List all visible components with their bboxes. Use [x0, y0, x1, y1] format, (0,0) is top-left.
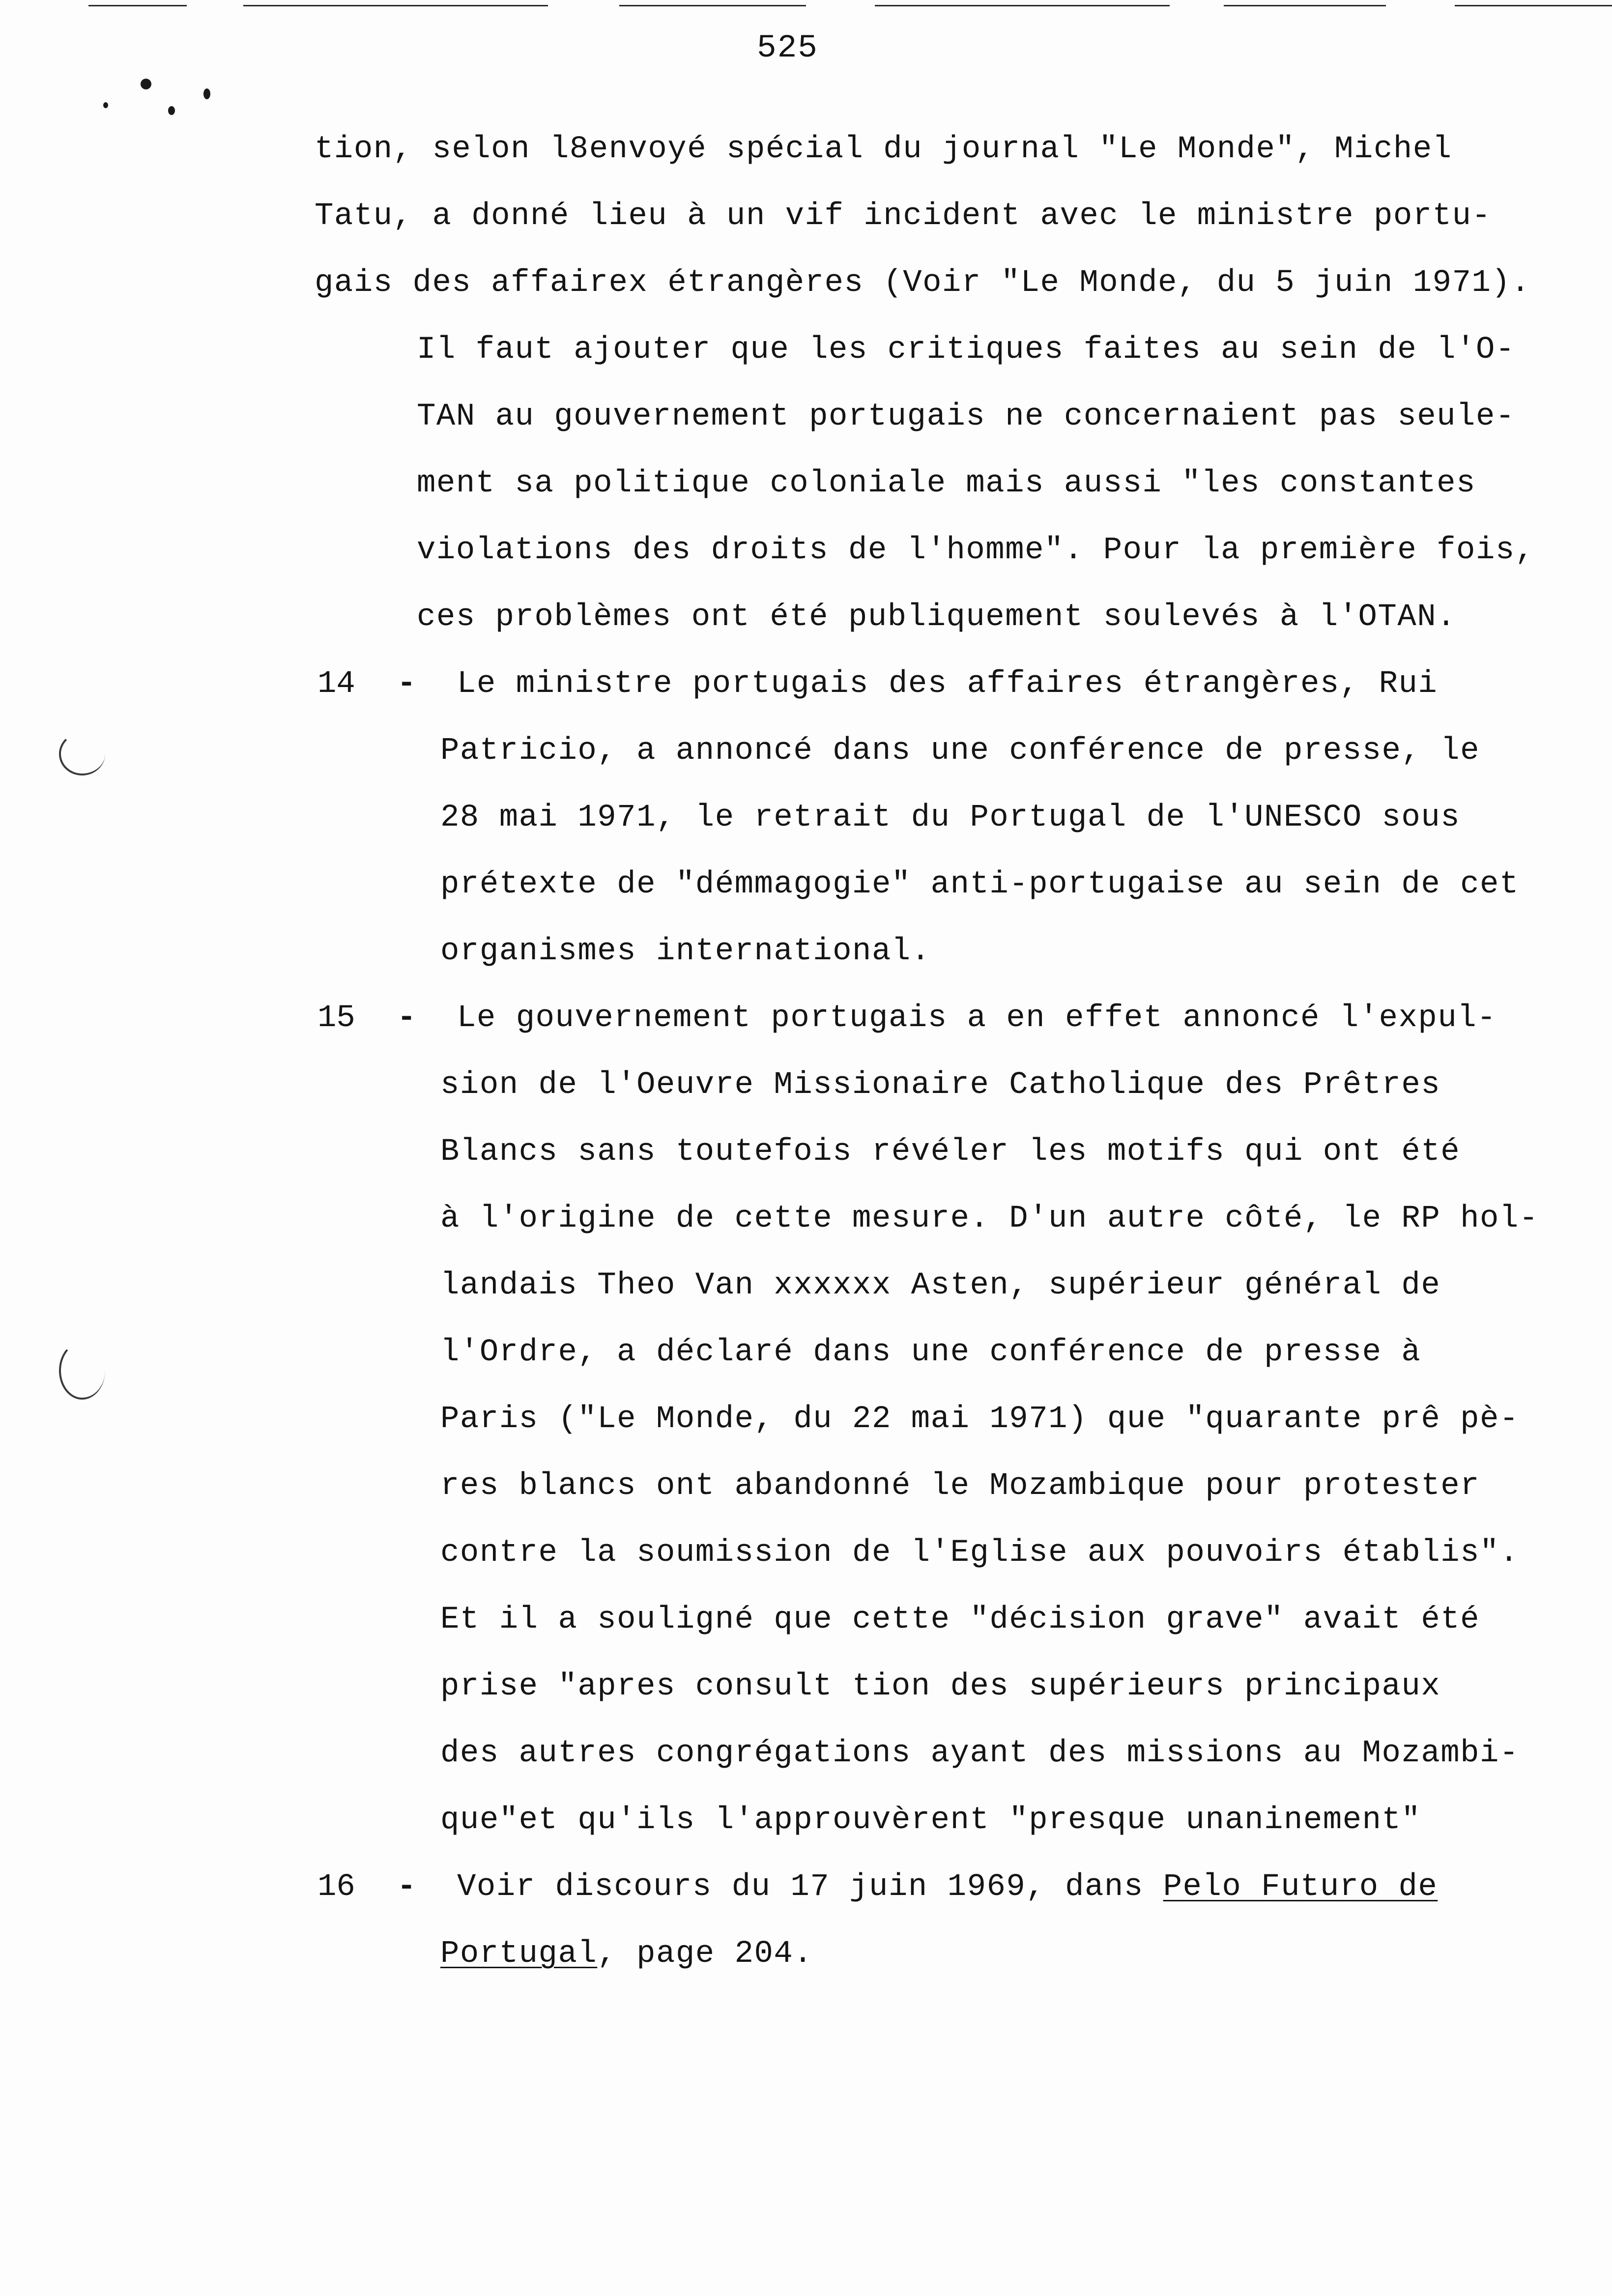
- text-line: [440, 1938, 813, 1970]
- note-dash: -: [397, 1869, 416, 1905]
- text-line: Le ministre portugais des affaires étrangères, Rui: [457, 666, 1438, 702]
- text-line: Le gouvernement portugais a en effet annoncé l'expul-: [457, 1001, 1497, 1036]
- scan-speck: [203, 88, 210, 99]
- scan-speck: [168, 106, 175, 115]
- top-rule: [1224, 5, 1386, 6]
- note-number: 16: [317, 1869, 355, 1905]
- scan-speck: [141, 79, 151, 89]
- text-line: ces problèmes ont été publiquement soulevés à l'OTAN.: [417, 600, 1457, 635]
- top-rule: [875, 5, 1170, 6]
- text-line: gais des affairex étrangères (Voir "Le Monde, du 5 juin 1971).: [315, 265, 1531, 301]
- text-line: à l'origine de cette mesure. D'un autre côté, le RP hol-: [440, 1201, 1539, 1236]
- note-number: 14: [317, 666, 355, 702]
- book-title: Pelo Futuro de: [1163, 1869, 1438, 1905]
- text-line: TAN au gouvernement portugais ne concernaient pas seule-: [417, 399, 1515, 434]
- text-line: tion, selon l8envoyé spécial du journal "Le Monde", Michel: [315, 132, 1452, 167]
- top-rule: [243, 5, 548, 6]
- note-dash: -: [397, 1001, 416, 1036]
- text-line: ment sa politique coloniale mais aussi "les constantes: [417, 466, 1476, 501]
- text-line: Paris ("Le Monde, du 22 mai 1971) que "quarante prê pè-: [440, 1402, 1519, 1437]
- text-line: Et il a souligné que cette "décision grave" avait été: [440, 1602, 1480, 1637]
- note-16-text: , page 204.: [597, 1936, 813, 1972]
- text-line: organismes international.: [440, 934, 931, 969]
- text-line: Il faut ajouter que les critiques faites au sein de l'O-: [417, 332, 1515, 368]
- text-line: prétexte de "démmagogie" anti-portugaise au sein de cet: [440, 867, 1519, 902]
- text-line: 28 mai 1971, le retrait du Portugal de l'UNESCO sous: [440, 800, 1461, 835]
- top-rule: [88, 5, 187, 6]
- text-line: [457, 1871, 1438, 1903]
- text-line: contre la soumission de l'Eglise aux pouvoirs établis".: [440, 1535, 1519, 1571]
- text-line: prise "apres consult tion des supérieurs principaux: [440, 1669, 1441, 1704]
- text-line: landais Theo Van xxxxxx Asten, supérieur général de: [440, 1268, 1441, 1303]
- text-line: violations des droits de l'homme". Pour la première fois,: [417, 533, 1535, 568]
- text-line: Patricio, a annoncé dans une conférence de presse, le: [440, 733, 1480, 769]
- scan-speck: [103, 102, 108, 108]
- text-line: Tatu, a donné lieu à un vif incident avec le ministre portu-: [315, 199, 1492, 234]
- text-line: sion de l'Oeuvre Missionaire Catholique des Prêtres: [440, 1067, 1441, 1103]
- text-line: des autres congrégations ayant des missions au Mozambi-: [440, 1736, 1519, 1771]
- note-dash: -: [397, 666, 416, 702]
- note-16-text: Voir discours du 17 juin 1969, dans: [457, 1869, 1163, 1905]
- book-title: Portugal: [440, 1936, 598, 1972]
- page-number: 525: [757, 29, 818, 66]
- text-line: l'Ordre, a déclaré dans une conférence de presse à: [440, 1335, 1421, 1370]
- top-rule: [619, 5, 806, 6]
- text-line: Blancs sans toutefois révéler les motifs qui ont été: [440, 1134, 1461, 1170]
- note-number: 15: [317, 1001, 355, 1036]
- text-line: res blancs ont abandonné le Mozambique pour protester: [440, 1468, 1480, 1504]
- top-rule: [1455, 5, 1612, 6]
- margin-bracket: [59, 1342, 105, 1400]
- text-line: que"et qu'ils l'approuvèrent "presque unaninement": [440, 1803, 1421, 1838]
- margin-bracket: [59, 732, 105, 775]
